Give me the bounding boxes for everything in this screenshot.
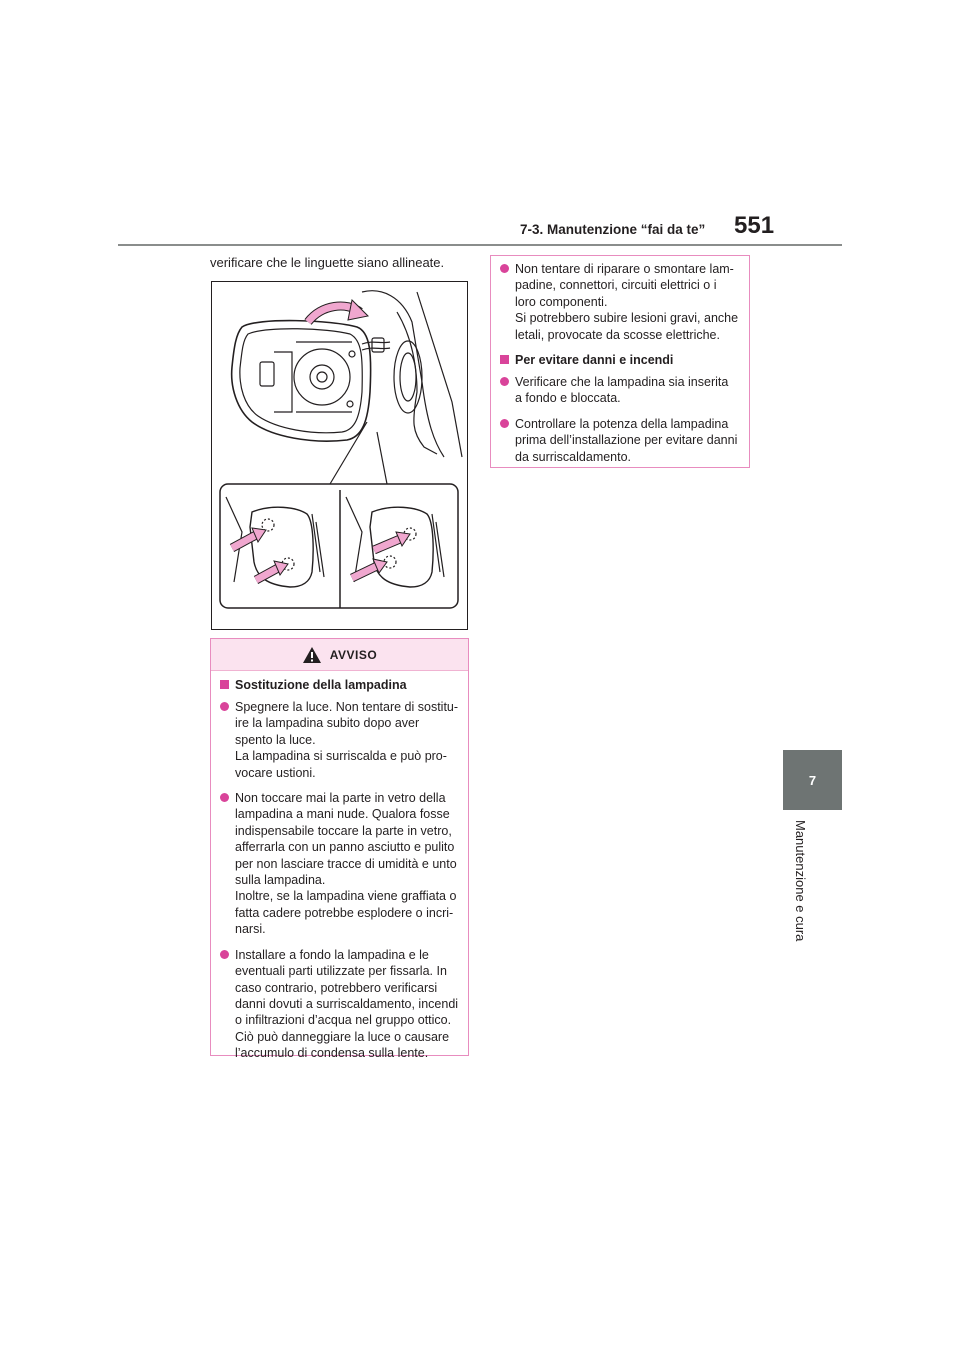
- page-number: 551: [734, 212, 775, 239]
- warning-heading: Sostituzione della lampadina: [219, 677, 460, 693]
- warning-header: [211, 639, 468, 671]
- warning-bullet: Non toccare mai la parte in vetro della lampadina a mani nude. Qualora fosse indispensabile toccare la parte in vetro, afferrarla con un panno asciutto e pulito per non lasciare tracce di umidità e unto sulla lampadina. Inoltre, se la lampadina viene graffiata o fatta cadere potrebbe esplodere o incri- narsi.: [219, 790, 460, 938]
- warning-body: [211, 671, 468, 1062]
- warning-continued-box: [490, 255, 750, 468]
- chapter-side-label: Manutenzione e cura: [793, 820, 808, 942]
- chapter-tab: 7: [783, 750, 842, 810]
- mirror-bulb-installation-illustration: [212, 282, 467, 629]
- warning-bullet: Non tentare di riparare o smontare lam- padine, connettori, circuiti elettrici o i loro componenti. Si potrebbero subire lesioni gravi, anche letali, provocate da scosse elettriche.: [499, 261, 741, 343]
- warning-title: AVVISO: [329, 647, 378, 662]
- figure-box: [211, 281, 468, 630]
- section-title: 7-3. Manutenzione “fai da te”: [520, 222, 706, 237]
- intro-text: verificare che le linguette siano allineate.: [210, 255, 445, 270]
- warning-bullet: Controllare la potenza della lampadina prima dell’installazione per evitare danni da surriscaldamento.: [499, 416, 741, 465]
- header-divider: [118, 244, 842, 246]
- warning-bullet: Installare a fondo la lampadina e le eventuali parti utilizzate per fissarla. In caso contrario, potrebbero verificarsi danni dovuti a surriscaldamento, incendi o infiltrazioni d’acqua nel gruppo ottico. Ciò può danneggiare la luce o causare l’accumulo di condensa sulla lente.: [219, 947, 460, 1062]
- warning-triangle-icon: [302, 646, 322, 664]
- warning-bullet: Verificare che la lampadina sia inserita a fondo e bloccata.: [499, 374, 741, 407]
- warning-box: [210, 638, 469, 1061]
- warning-heading: Per evitare danni e incendi: [499, 352, 741, 368]
- warning-bullet: Spegnere la luce. Non tentare di sostitu- ire la lampadina subito dopo aver spento la luce. La lampadina si surriscalda e può pro- vocare ustioni.: [219, 699, 460, 781]
